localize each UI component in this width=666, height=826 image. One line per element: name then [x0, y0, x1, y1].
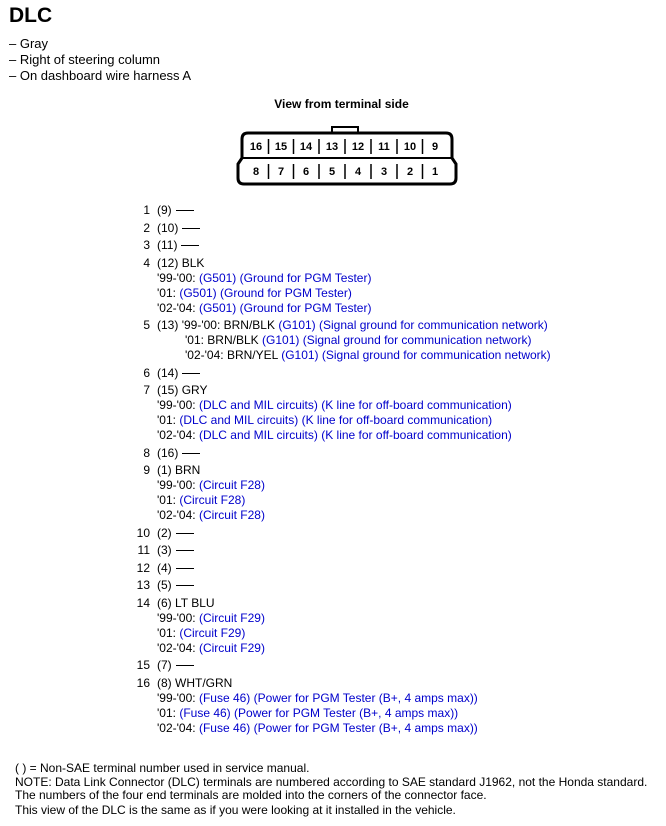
terminal-pin: [157, 543, 194, 558]
pin-number: (4): [157, 560, 172, 575]
terminal-pin: [157, 463, 200, 478]
pin-label-4: 4: [354, 166, 362, 178]
model-years: '99-'00:: [157, 478, 196, 492]
terminal-detail-row: [0, 641, 666, 656]
terminal-row: [0, 318, 666, 333]
model-years: '02-'04:: [157, 640, 196, 655]
pin-label-9: 9: [431, 141, 439, 153]
model-years: '02-'04:: [157, 720, 196, 735]
terminal-row: [0, 383, 666, 398]
circuit-description: (Circuit F28): [179, 493, 246, 507]
pin-number: (13): [157, 318, 179, 332]
unused-dash: [176, 533, 194, 534]
terminal-detail-row: [0, 286, 666, 301]
pin-label-2: 2: [406, 166, 414, 178]
pin-label-15: 15: [274, 141, 288, 153]
info-location: – Right of steering column: [9, 52, 161, 67]
circuit-description: (Fuse 46) (Power for PGM Tester (B+, 4 amps max)): [198, 690, 478, 705]
circuit-description: (Circuit F29): [198, 640, 265, 655]
pin-number: (15): [157, 383, 179, 397]
model-years: '01:: [157, 285, 176, 300]
terminal-number: 3: [143, 238, 150, 252]
circuit-description: (Circuit F28): [198, 478, 265, 492]
pin-number: (11): [157, 238, 178, 252]
wire-color: BRN: [175, 463, 201, 477]
unused-dash: [176, 585, 194, 586]
unused-dash: [181, 245, 199, 246]
terminal-row: [0, 366, 666, 381]
terminal-pin: [157, 366, 200, 381]
circuit-description: (G101) (Signal ground for communication network): [262, 333, 532, 347]
terminal-detail: [157, 508, 265, 523]
pin-number: (16): [157, 445, 179, 460]
terminal-detail-row: [0, 398, 666, 413]
model-years: '02-'04:: [157, 508, 196, 522]
pin-label-8: 8: [252, 166, 260, 178]
terminal-detail: [157, 478, 265, 493]
pin-number: (1): [157, 463, 172, 477]
terminal-row: [0, 238, 666, 253]
terminal-detail-row: [0, 706, 666, 721]
unused-dash: [182, 373, 200, 374]
terminal-detail: [157, 413, 492, 428]
terminal-detail: [157, 706, 458, 721]
pin-number: (5): [157, 578, 172, 592]
terminal-detail: [157, 271, 371, 286]
terminal-pin: [157, 578, 194, 593]
terminal-number: 5: [143, 318, 150, 332]
pin-label-13: 13: [325, 141, 339, 153]
dlc-connector-diagram: [236, 126, 458, 188]
footer-note: NOTE: Data Link Connector (DLC) terminals are numbered according to SAE standard J1962, not the Honda standard.: [15, 775, 648, 789]
circuit-description: (Circuit F28): [198, 508, 265, 522]
circuit-description: (Circuit F29): [179, 625, 246, 640]
terminal-row: [0, 578, 666, 593]
terminal-pin: [157, 221, 200, 236]
pin-label-16: 16: [249, 141, 263, 153]
pin-label-12: 12: [351, 141, 365, 153]
terminal-number: 14: [136, 595, 150, 610]
terminal-detail-row: [0, 478, 666, 493]
circuit-description: (G501) (Ground for PGM Tester): [198, 270, 372, 285]
wire-color: BLK: [181, 255, 205, 270]
pin-number: (7): [157, 658, 172, 672]
wire-color: LT BLU: [175, 595, 215, 610]
terminal-row: [0, 446, 666, 461]
terminal-row: [0, 221, 666, 236]
pin-label-3: 3: [380, 166, 388, 178]
terminal-pin: [157, 596, 215, 611]
terminal-detail-row: [0, 413, 666, 428]
footer-legend: ( ) = Non-SAE terminal number used in service manual.: [15, 761, 310, 775]
circuit-description: (G501) (Ground for PGM Tester): [198, 300, 372, 315]
footer-numbering: The numbers of the four end terminals are molded into the corners of the connector face.: [15, 788, 487, 802]
circuit-description: (DLC and MIL circuits) (K line for off-board communication): [198, 428, 512, 442]
view-caption: View from terminal side: [274, 97, 409, 111]
terminal-detail-row: [0, 691, 666, 706]
terminal-pin: [157, 658, 194, 673]
info-harness: – On dashboard wire harness A: [9, 68, 192, 83]
terminal-number: 13: [136, 578, 150, 592]
unused-dash: [176, 550, 194, 551]
terminal-number: 2: [143, 220, 150, 235]
terminal-detail: [157, 641, 265, 656]
pin-number: (12): [157, 255, 179, 270]
terminal-pin: [157, 526, 194, 541]
terminal-number: 4: [143, 255, 150, 270]
pin-number: (8): [157, 675, 172, 690]
terminal-row: [0, 543, 666, 558]
model-years: '99-'00:: [157, 610, 196, 625]
terminal-detail-row: [0, 493, 666, 508]
terminal-row: [0, 596, 666, 611]
model-years: '99-'00:: [157, 398, 196, 412]
terminal-detail-row: [0, 508, 666, 523]
terminal-row: [0, 256, 666, 271]
terminal-detail-row: [0, 271, 666, 286]
terminal-detail-row: [0, 721, 666, 736]
terminal-number: 6: [143, 365, 150, 380]
terminal-pin: [157, 446, 200, 461]
terminal-detail: [157, 493, 245, 508]
unused-dash: [176, 568, 194, 569]
terminal-detail-row: [0, 301, 666, 316]
terminal-detail-row: [0, 428, 666, 443]
circuit-description: (Circuit F29): [198, 610, 265, 625]
wire-color: GRY: [181, 383, 208, 397]
terminal-number: 8: [143, 445, 150, 460]
pin-label-7: 7: [277, 166, 285, 178]
terminal-row: [0, 463, 666, 478]
pin-label-1: 1: [431, 166, 439, 178]
pin-label-10: 10: [403, 141, 417, 153]
unused-dash: [182, 228, 200, 229]
terminal-detail: [157, 428, 512, 443]
wire-color: WHT/GRN: [175, 675, 233, 690]
terminal-detail: [157, 611, 265, 626]
circuit-description: (G501) (Ground for PGM Tester): [179, 285, 352, 300]
terminal-pin: [157, 561, 194, 576]
pin-number: (9): [157, 203, 172, 217]
wire-variant: '01: BRN/BLK: [185, 333, 259, 347]
terminal-number: 7: [143, 383, 150, 397]
terminal-pin: [157, 203, 194, 218]
circuit-description: (Fuse 46) (Power for PGM Tester (B+, 4 amps max)): [179, 705, 459, 720]
circuit-description: (G101) (Signal ground for communication network): [278, 318, 548, 332]
pin-label-14: 14: [299, 141, 313, 153]
terminal-detail: [185, 333, 531, 348]
terminal-detail: [157, 398, 512, 413]
terminal-detail: [157, 301, 371, 316]
wire-variant: '02-'04: BRN/YEL: [185, 348, 278, 362]
circuit-description: (DLC and MIL circuits) (K line for off-board communication): [179, 413, 493, 427]
terminal-detail: [157, 691, 478, 706]
pin-number: (3): [157, 543, 172, 557]
model-years: '02-'04:: [157, 300, 196, 315]
terminal-number: 1: [143, 203, 150, 217]
pin-label-11: 11: [378, 141, 390, 153]
model-years: '99-'00:: [157, 690, 196, 705]
terminal-detail-row: [0, 348, 666, 363]
model-years: '01:: [157, 625, 176, 640]
unused-dash: [176, 210, 194, 211]
terminal-pin: [157, 238, 199, 253]
terminal-detail: [185, 348, 551, 363]
circuit-description: (DLC and MIL circuits) (K line for off-board communication): [198, 398, 512, 412]
terminal-number: 16: [136, 675, 150, 690]
terminal-detail: [157, 626, 245, 641]
terminal-detail: [157, 286, 352, 301]
page-title: DLC: [9, 4, 53, 27]
terminal-number: 15: [136, 658, 150, 672]
model-years: '02-'04:: [157, 428, 196, 442]
pin-number: (6): [157, 595, 172, 610]
terminal-row: [0, 658, 666, 673]
terminal-row: [0, 526, 666, 541]
pin-label-5: 5: [328, 166, 336, 178]
pin-number: (14): [157, 365, 179, 380]
pin-label-6: 6: [302, 166, 310, 178]
wire-variant: '99-'00: BRN/BLK: [181, 318, 275, 332]
model-years: '01:: [157, 705, 176, 720]
terminal-number: 10: [136, 525, 150, 540]
terminal-detail: [157, 721, 478, 736]
terminal-pin: [157, 383, 207, 398]
terminal-row: [0, 561, 666, 576]
terminal-row: [0, 203, 666, 218]
terminal-pin: [157, 318, 548, 333]
circuit-description: (Fuse 46) (Power for PGM Tester (B+, 4 amps max)): [198, 720, 478, 735]
terminal-detail-row: [0, 333, 666, 348]
terminal-number: 11: [137, 543, 150, 557]
terminal-detail-row: [0, 626, 666, 641]
model-years: '01:: [157, 413, 176, 427]
pin-number: (10): [157, 220, 179, 235]
pin-number: (2): [157, 525, 172, 540]
terminal-pin: [157, 256, 204, 271]
terminal-detail-row: [0, 611, 666, 626]
circuit-description: (G101) (Signal ground for communication network): [281, 348, 551, 362]
terminal-pin: [157, 676, 232, 691]
info-color: – Gray: [9, 36, 49, 51]
unused-dash: [176, 665, 194, 666]
footer-view: This view of the DLC is the same as if you were looking at it installed in the vehicle.: [15, 803, 456, 817]
terminal-number: 12: [136, 560, 150, 575]
model-years: '01:: [157, 493, 176, 507]
unused-dash: [182, 453, 200, 454]
model-years: '99-'00:: [157, 270, 196, 285]
terminal-row: [0, 676, 666, 691]
terminal-number: 9: [143, 463, 150, 477]
